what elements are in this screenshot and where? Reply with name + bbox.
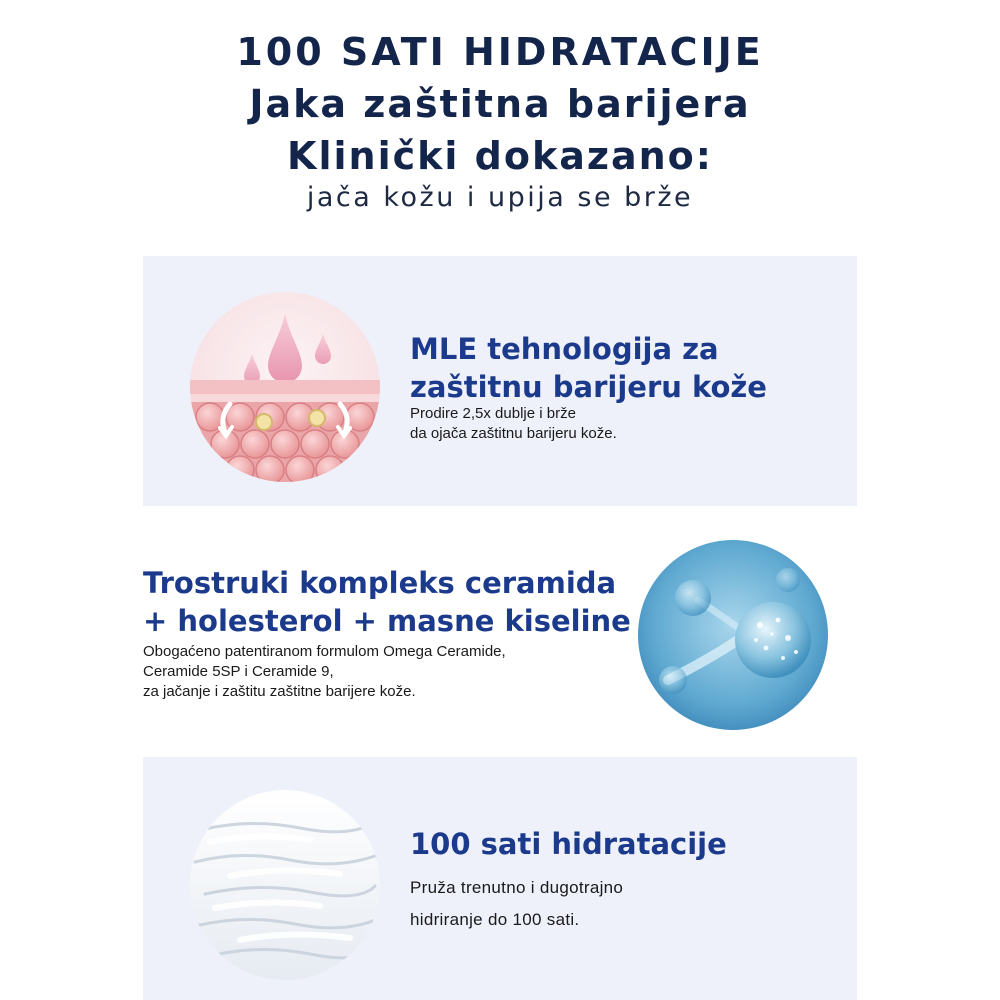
- cream-texture-icon: [190, 790, 380, 980]
- feature-3-title-line-1: 100 sati hidratacije: [410, 827, 727, 861]
- feature-1-title-line-1: MLE tehnologija za: [410, 332, 719, 366]
- feature-2-desc-line-1: Obogaćeno patentiranom formulom Omega Ceramide,: [143, 643, 506, 660]
- headline-2: Jaka zaštitna barijera: [249, 82, 751, 126]
- feature-1-title-line-2: zaštitnu barijeru kože: [410, 370, 767, 404]
- feature-3-desc-line-1: Pruža trenutno i dugotrajno: [410, 878, 624, 897]
- feature-2-title-line-1: Trostruki kompleks ceramida: [143, 566, 617, 600]
- feature-1-description: [410, 404, 617, 444]
- feature-3-desc-line-2: hidriranje do 100 sati.: [410, 910, 580, 929]
- feature-1-desc-line-1: Prodire 2,5x dublje i brže: [410, 405, 576, 422]
- headline-1: 100 SATI HIDRATACIJE: [236, 30, 764, 74]
- feature-2-title-line-2: + holesterol + masne kiseline: [143, 604, 631, 638]
- headline-3: Klinički dokazano:: [287, 134, 713, 178]
- feature-2-desc-line-3: za jačanje i zaštitu zaštitne barijere kože.: [143, 683, 416, 700]
- molecule-icon: [638, 540, 828, 730]
- feature-2-title: [143, 564, 631, 640]
- feature-2-desc-line-2: Ceramide 5SP i Ceramide 9,: [143, 663, 334, 680]
- feature-3-description: [410, 872, 623, 936]
- feature-3-title: [410, 825, 727, 863]
- feature-1-desc-line-2: da ojača zaštitnu barijeru kože.: [410, 425, 617, 442]
- feature-1-title: [410, 330, 767, 406]
- feature-2-description: [143, 642, 506, 702]
- subheadline: jača kožu i upija se brže: [306, 182, 694, 213]
- skin-barrier-icon: [190, 292, 380, 482]
